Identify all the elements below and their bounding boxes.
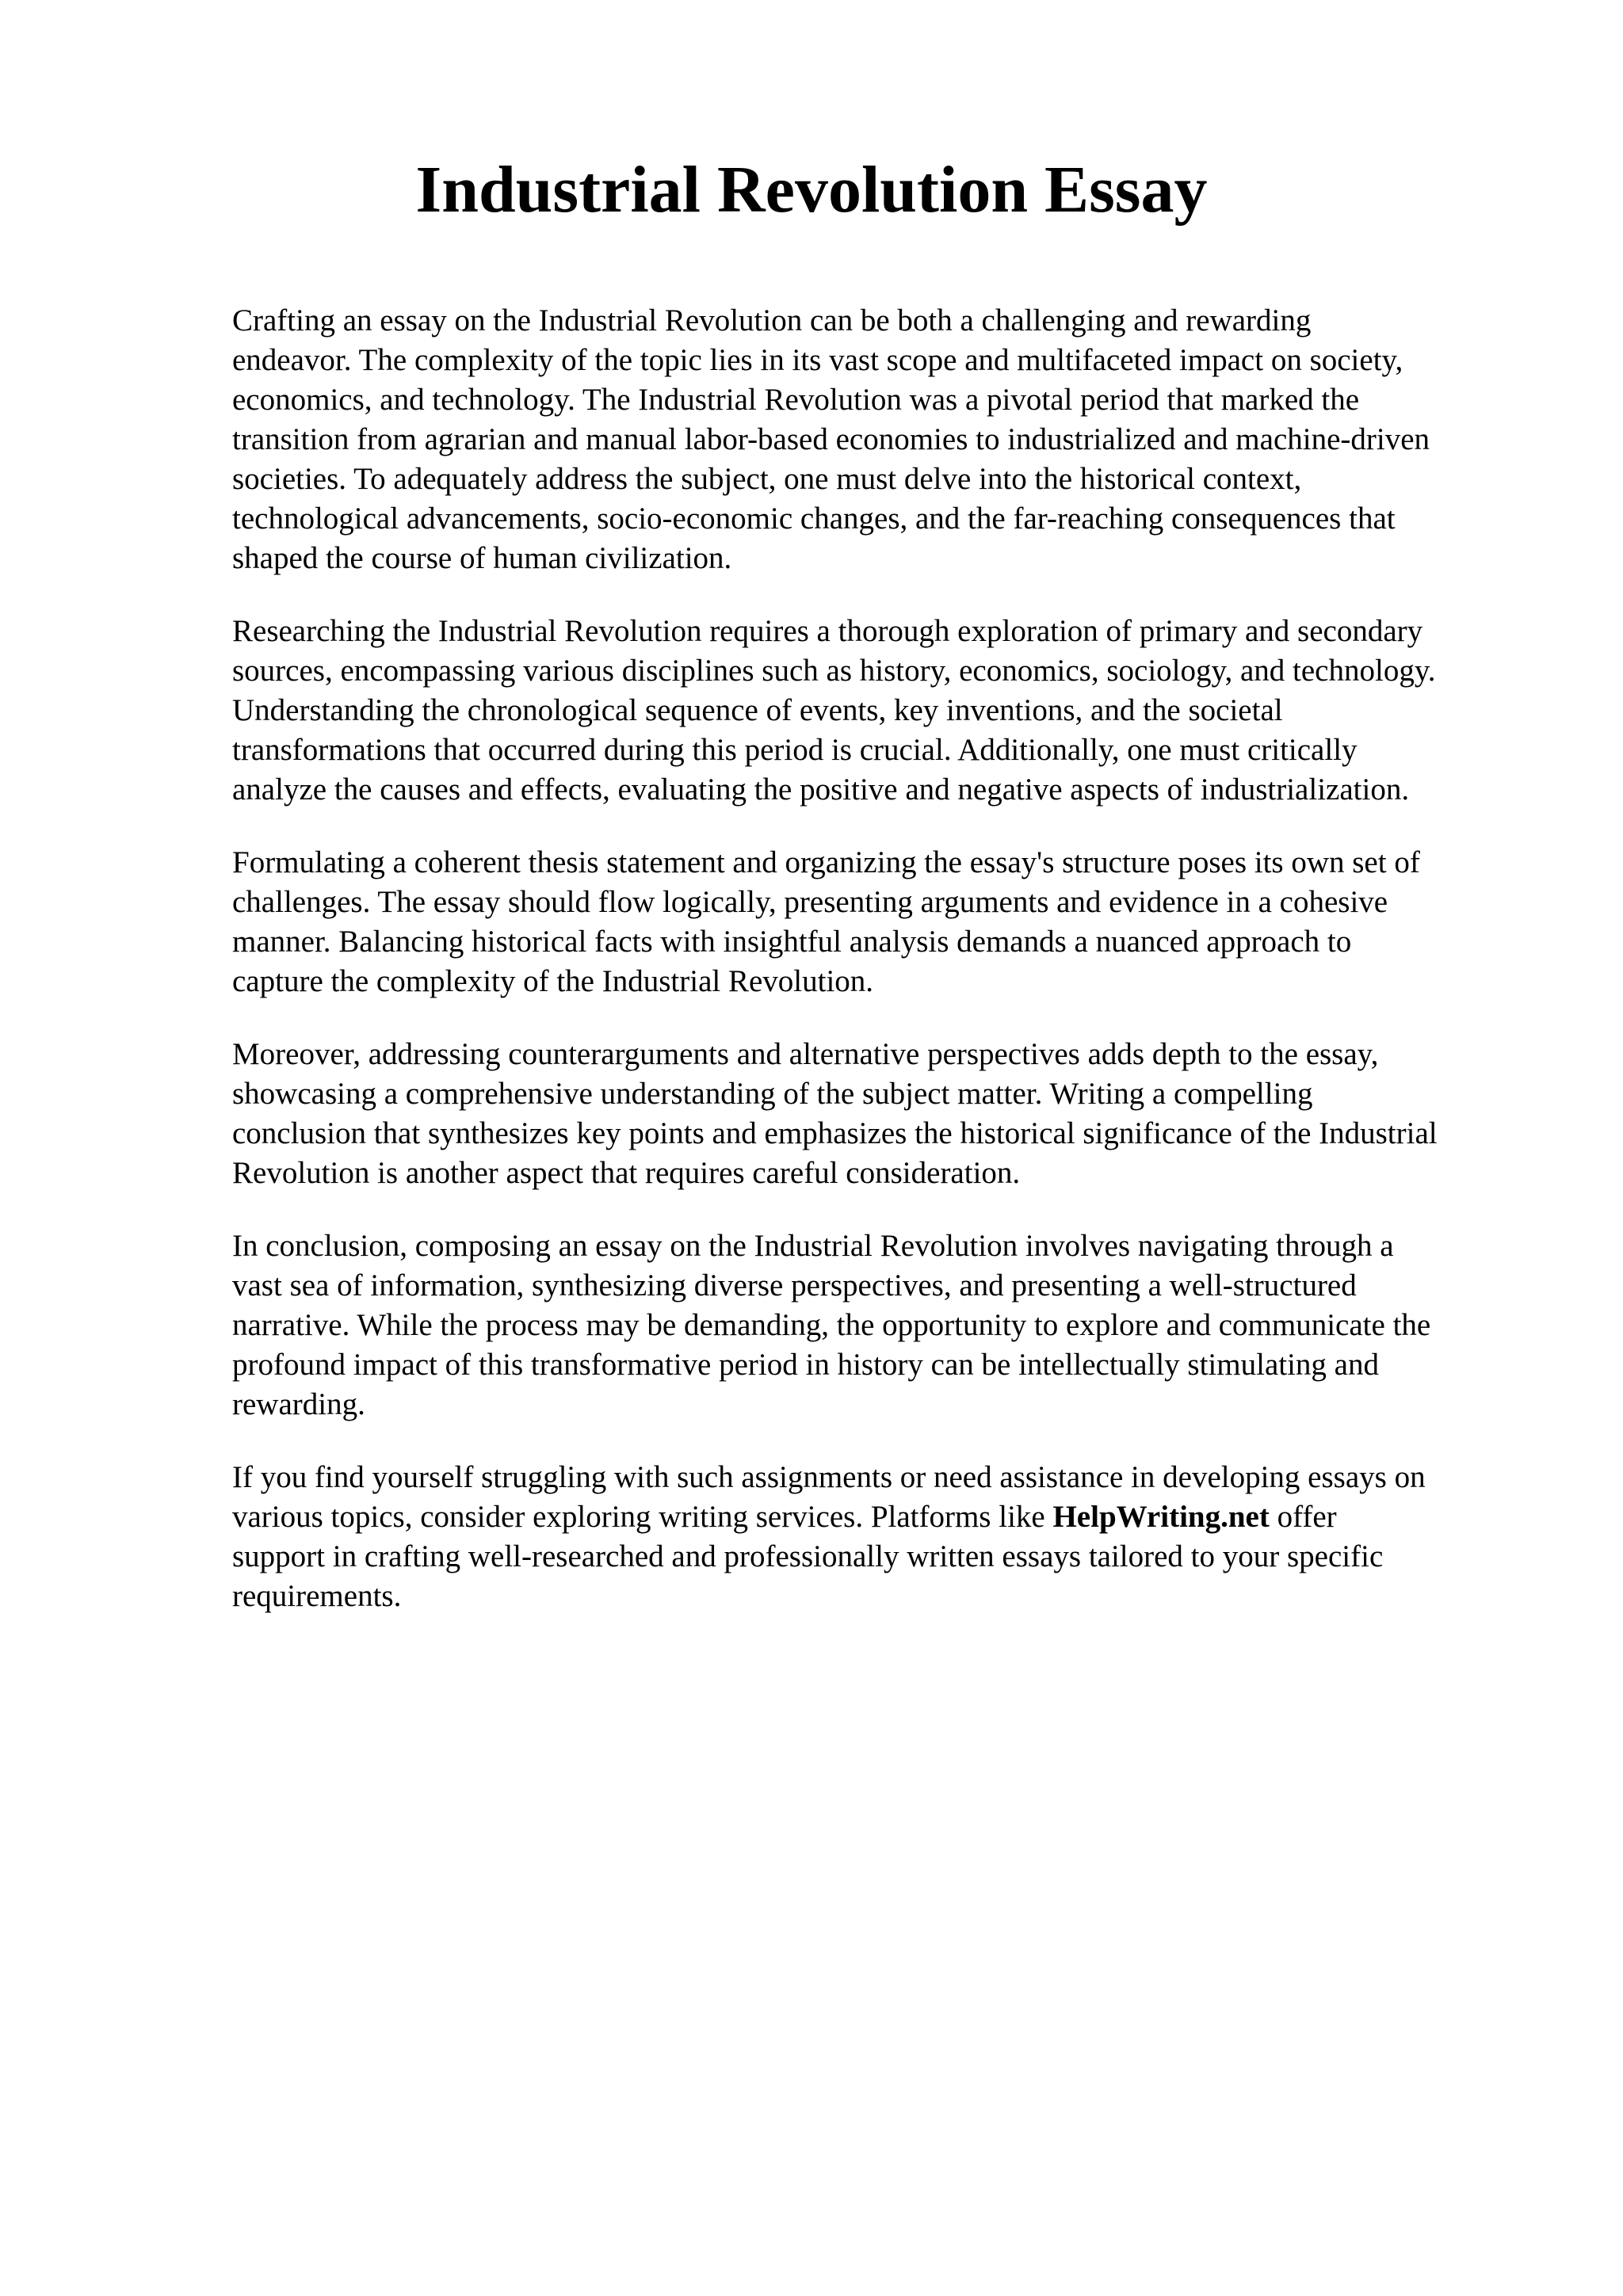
text-line: narrative. While the process may be demanding, the opportunity to explore and communicate the [232, 1308, 1431, 1342]
text-segment: various topics, consider exploring writing services. Platforms like [232, 1500, 1053, 1534]
text-line: profound impact of this transformative period in history can be intellectually stimulating and [232, 1348, 1379, 1382]
text-line: capture the complexity of the Industrial Revolution. [232, 964, 874, 998]
page-title: Industrial Revolution Essay [415, 153, 1208, 227]
text-line: technological advancements, socio-economic changes, and the far-reaching consequences that [232, 502, 1396, 536]
text-line: support in crafting well-researched and professionally written essays tailored to your specific [232, 1539, 1384, 1573]
text-line: analyze the causes and effects, evaluating the positive and negative aspects of industrialization. [232, 772, 1410, 807]
text-line: Understanding the chronological sequence of events, key inventions, and the societal [232, 693, 1283, 727]
brand-name: HelpWriting.net [1052, 1500, 1270, 1534]
text-line: Revolution is another aspect that requires careful consideration. [232, 1156, 1021, 1190]
text-line: challenges. The essay should flow logically, presenting arguments and evidence in a cohesive [232, 885, 1388, 919]
text-line: shaped the course of human civilization. [232, 541, 732, 575]
paragraph-1 [232, 301, 1532, 578]
text-line: endeavor. The complexity of the topic lies in its vast scope and multifaceted impact on society, [232, 343, 1403, 377]
paragraph-5 [232, 1226, 1532, 1425]
paragraph-2 [232, 612, 1532, 810]
text-line: showcasing a comprehensive understanding of the subject matter. Writing a compelling [232, 1077, 1313, 1111]
text-line: Crafting an essay on the Industrial Revolution can be both a challenging and rewarding [232, 303, 1312, 338]
text-line: rewarding. [232, 1387, 365, 1421]
text-line: In conclusion, composing an essay on the Industrial Revolution involves navigating through a [232, 1229, 1394, 1263]
essay-body [232, 301, 1532, 1650]
text-line: sources, encompassing various disciplines such as history, economics, sociology, and technology. [232, 654, 1436, 688]
text-line: societies. To adequately address the subject, one must delve into the historical context, [232, 462, 1302, 496]
text-line: Moreover, addressing counterarguments and alternative perspectives adds depth to the essay, [232, 1037, 1379, 1071]
text-line: conclusion that synthesizes key points and emphasizes the historical significance of the Industrial [232, 1116, 1438, 1150]
text-line: vast sea of information, synthesizing diverse perspectives, and presenting a well-structured [232, 1268, 1357, 1302]
text-line: If you find yourself struggling with such assignments or need assistance in developing essays on [232, 1460, 1426, 1494]
text-line [232, 1497, 1532, 1537]
text-line: manner. Balancing historical facts with insightful analysis demands a nuanced approach to [232, 925, 1352, 959]
text-line: economics, and technology. The Industrial Revolution was a pivotal period that marked the [232, 383, 1360, 417]
text-segment: offer [1269, 1500, 1337, 1534]
paragraph-closing [232, 1458, 1532, 1616]
text-line: Formulating a coherent thesis statement and organizing the essay's structure poses its own set of [232, 845, 1420, 879]
paragraph-3 [232, 843, 1532, 1001]
paragraph-4 [232, 1035, 1532, 1193]
text-line: transformations that occurred during this period is crucial. Additionally, one must critically [232, 733, 1358, 767]
text-line: transition from agrarian and manual labor-based economies to industrialized and machine-driven [232, 422, 1430, 456]
text-line: Researching the Industrial Revolution requires a thorough exploration of primary and secondary [232, 614, 1423, 648]
text-line: requirements. [232, 1579, 402, 1613]
